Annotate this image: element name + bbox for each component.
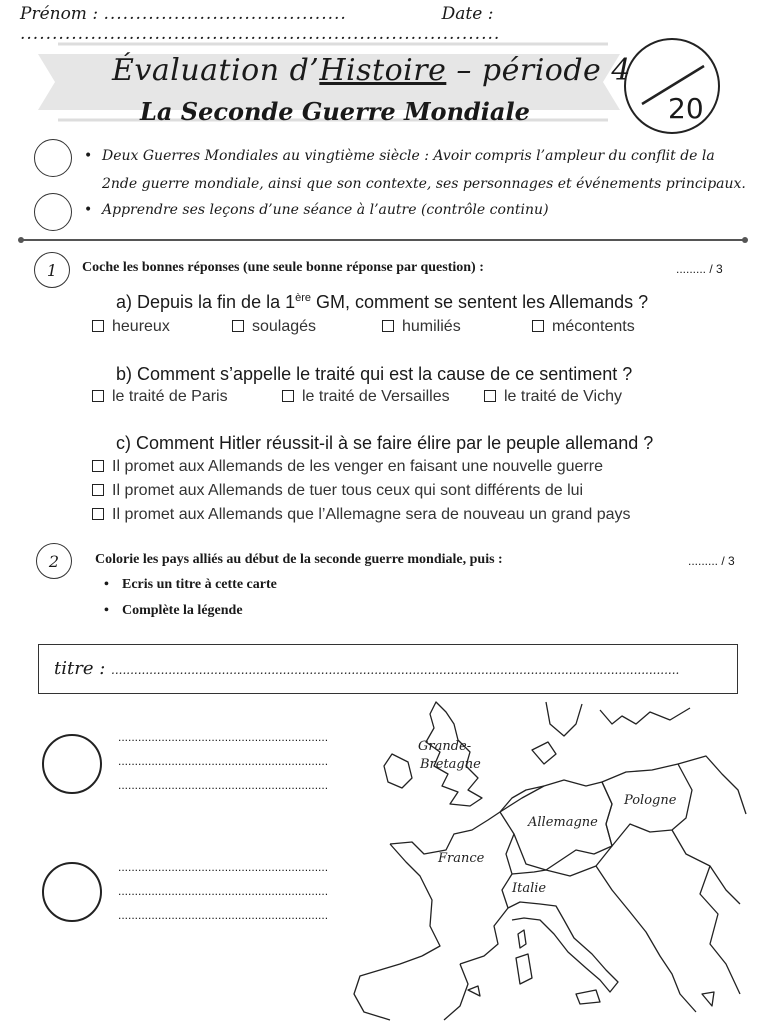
section-2-number: 2 [36, 543, 72, 579]
checkbox[interactable] [92, 484, 104, 496]
grade-total: 20 [668, 92, 704, 125]
option-a-3[interactable]: humiliés [382, 318, 461, 336]
page-subtitle: La Seconde Guerre Mondiale [140, 97, 530, 126]
prenom-label: Prénom : [20, 4, 99, 24]
section-1-score: ......... / 3 [676, 262, 723, 276]
option-a-4[interactable]: mécontents [532, 318, 635, 336]
option-c-1[interactable]: Il promet aux Allemands de les venger en faisant une nouvelle guerre [92, 458, 603, 476]
section-1-number: 1 [34, 252, 70, 288]
prenom-field[interactable]: ...................................... [103, 4, 347, 24]
option-b-2[interactable]: le traité de Versailles [282, 388, 450, 406]
great-britain-outline [426, 702, 482, 806]
option-b-3[interactable]: le traité de Vichy [484, 388, 622, 406]
france-atlantic-coast [390, 844, 440, 956]
checkbox[interactable] [92, 390, 104, 402]
checkbox[interactable] [92, 460, 104, 472]
sardinia-outline [516, 954, 532, 984]
map-label-france: France [438, 851, 485, 866]
divider-end-right [742, 237, 748, 243]
sicily-outline [576, 990, 600, 1004]
spain-coast [354, 956, 422, 1020]
objective-2-circle[interactable] [34, 193, 72, 231]
option-c-3[interactable]: Il promet aux Allemands que l’Allemagne sera de nouveau un grand pays [92, 506, 631, 524]
checkbox[interactable] [484, 390, 496, 402]
date-label: Date : [441, 4, 494, 24]
italy-outline [508, 902, 618, 992]
checkbox[interactable] [282, 390, 294, 402]
section-2-score: ......... / 3 [688, 554, 735, 568]
checkbox[interactable] [532, 320, 544, 332]
section-2-bullet-1: • Ecris un titre à cette carte [104, 577, 277, 592]
legend-2-line-3[interactable]: ............................................................... [118, 908, 329, 922]
france-border [460, 812, 514, 964]
objective-1-line-1: • Deux Guerres Mondiales au vingtième siècle : Avoir compris l’ampleur du conflit de la [102, 148, 715, 164]
map-label-great-britain-1: Grande- [418, 739, 472, 754]
section-1-heading: Coche les bonnes réponses (une seule bonne réponse par question) : [82, 260, 484, 275]
divider-end-left [18, 237, 24, 243]
option-a-1[interactable]: heureux [92, 318, 170, 336]
section-2-bullet-2: • Complète la légende [104, 603, 243, 618]
divider [20, 239, 746, 241]
denmark-outline [532, 742, 556, 764]
legend-1-line-3[interactable]: ............................................................... [118, 778, 329, 792]
question-b: b) Comment s’appelle le traité qui est la cause de ce sentiment ? [116, 364, 633, 384]
ireland-outline [384, 754, 412, 788]
checkbox[interactable] [382, 320, 394, 332]
date-field[interactable]: ........................................................................... [20, 24, 501, 44]
option-a-2[interactable]: soulagés [232, 318, 316, 336]
title-subject: Histoire [319, 53, 447, 88]
map-label-poland: Pologne [624, 793, 677, 808]
scandinavia-outline [546, 702, 582, 736]
map-label-great-britain-2: Bretagne [420, 757, 481, 772]
checkbox[interactable] [92, 508, 104, 520]
legend-circle-2[interactable] [42, 862, 102, 922]
map-label-italy: Italie [512, 881, 547, 896]
map-label-germany: Allemagne [528, 815, 598, 830]
page-title: Évaluation d’Histoire – période 4 [112, 53, 631, 88]
checkbox[interactable] [232, 320, 244, 332]
objective-2-line: • Apprendre ses leçons d’une séance à l’autre (contrôle continu) [102, 202, 549, 218]
option-c-2[interactable]: Il promet aux Allemands de tuer tous ceux qui sont différents de lui [92, 482, 583, 500]
legend-circle-1[interactable] [42, 734, 102, 794]
header-line [20, 4, 768, 44]
corsica-outline [518, 930, 526, 948]
checkbox[interactable] [92, 320, 104, 332]
objective-1-circle[interactable] [34, 139, 72, 177]
question-a: a) Depuis la fin de la 1ère GM, comment se sentent les Allemands ? [116, 292, 649, 312]
legend-1-line-2[interactable]: ............................................................... [118, 754, 329, 768]
europe-map[interactable] [350, 694, 748, 1024]
objective-1-line-2: 2nde guerre mondiale, ainsi que son contexte, ses personnages et événements principaux. [102, 176, 746, 192]
map-title-label: titre : [54, 658, 106, 679]
legend-1-line-1[interactable]: ............................................................... [118, 730, 329, 744]
map-title-field[interactable]: titre : ..................................................................................................................................................... [54, 658, 680, 679]
legend-2-line-2[interactable]: ............................................................... [118, 884, 329, 898]
question-c: c) Comment Hitler réussit-il à se faire élire par le peuple allemand ? [116, 433, 654, 453]
legend-2-line-1[interactable]: ............................................................... [118, 860, 329, 874]
option-b-1[interactable]: le traité de Paris [92, 388, 228, 406]
section-2-heading: Colorie les pays alliés au début de la seconde guerre mondiale, puis : [95, 552, 503, 567]
